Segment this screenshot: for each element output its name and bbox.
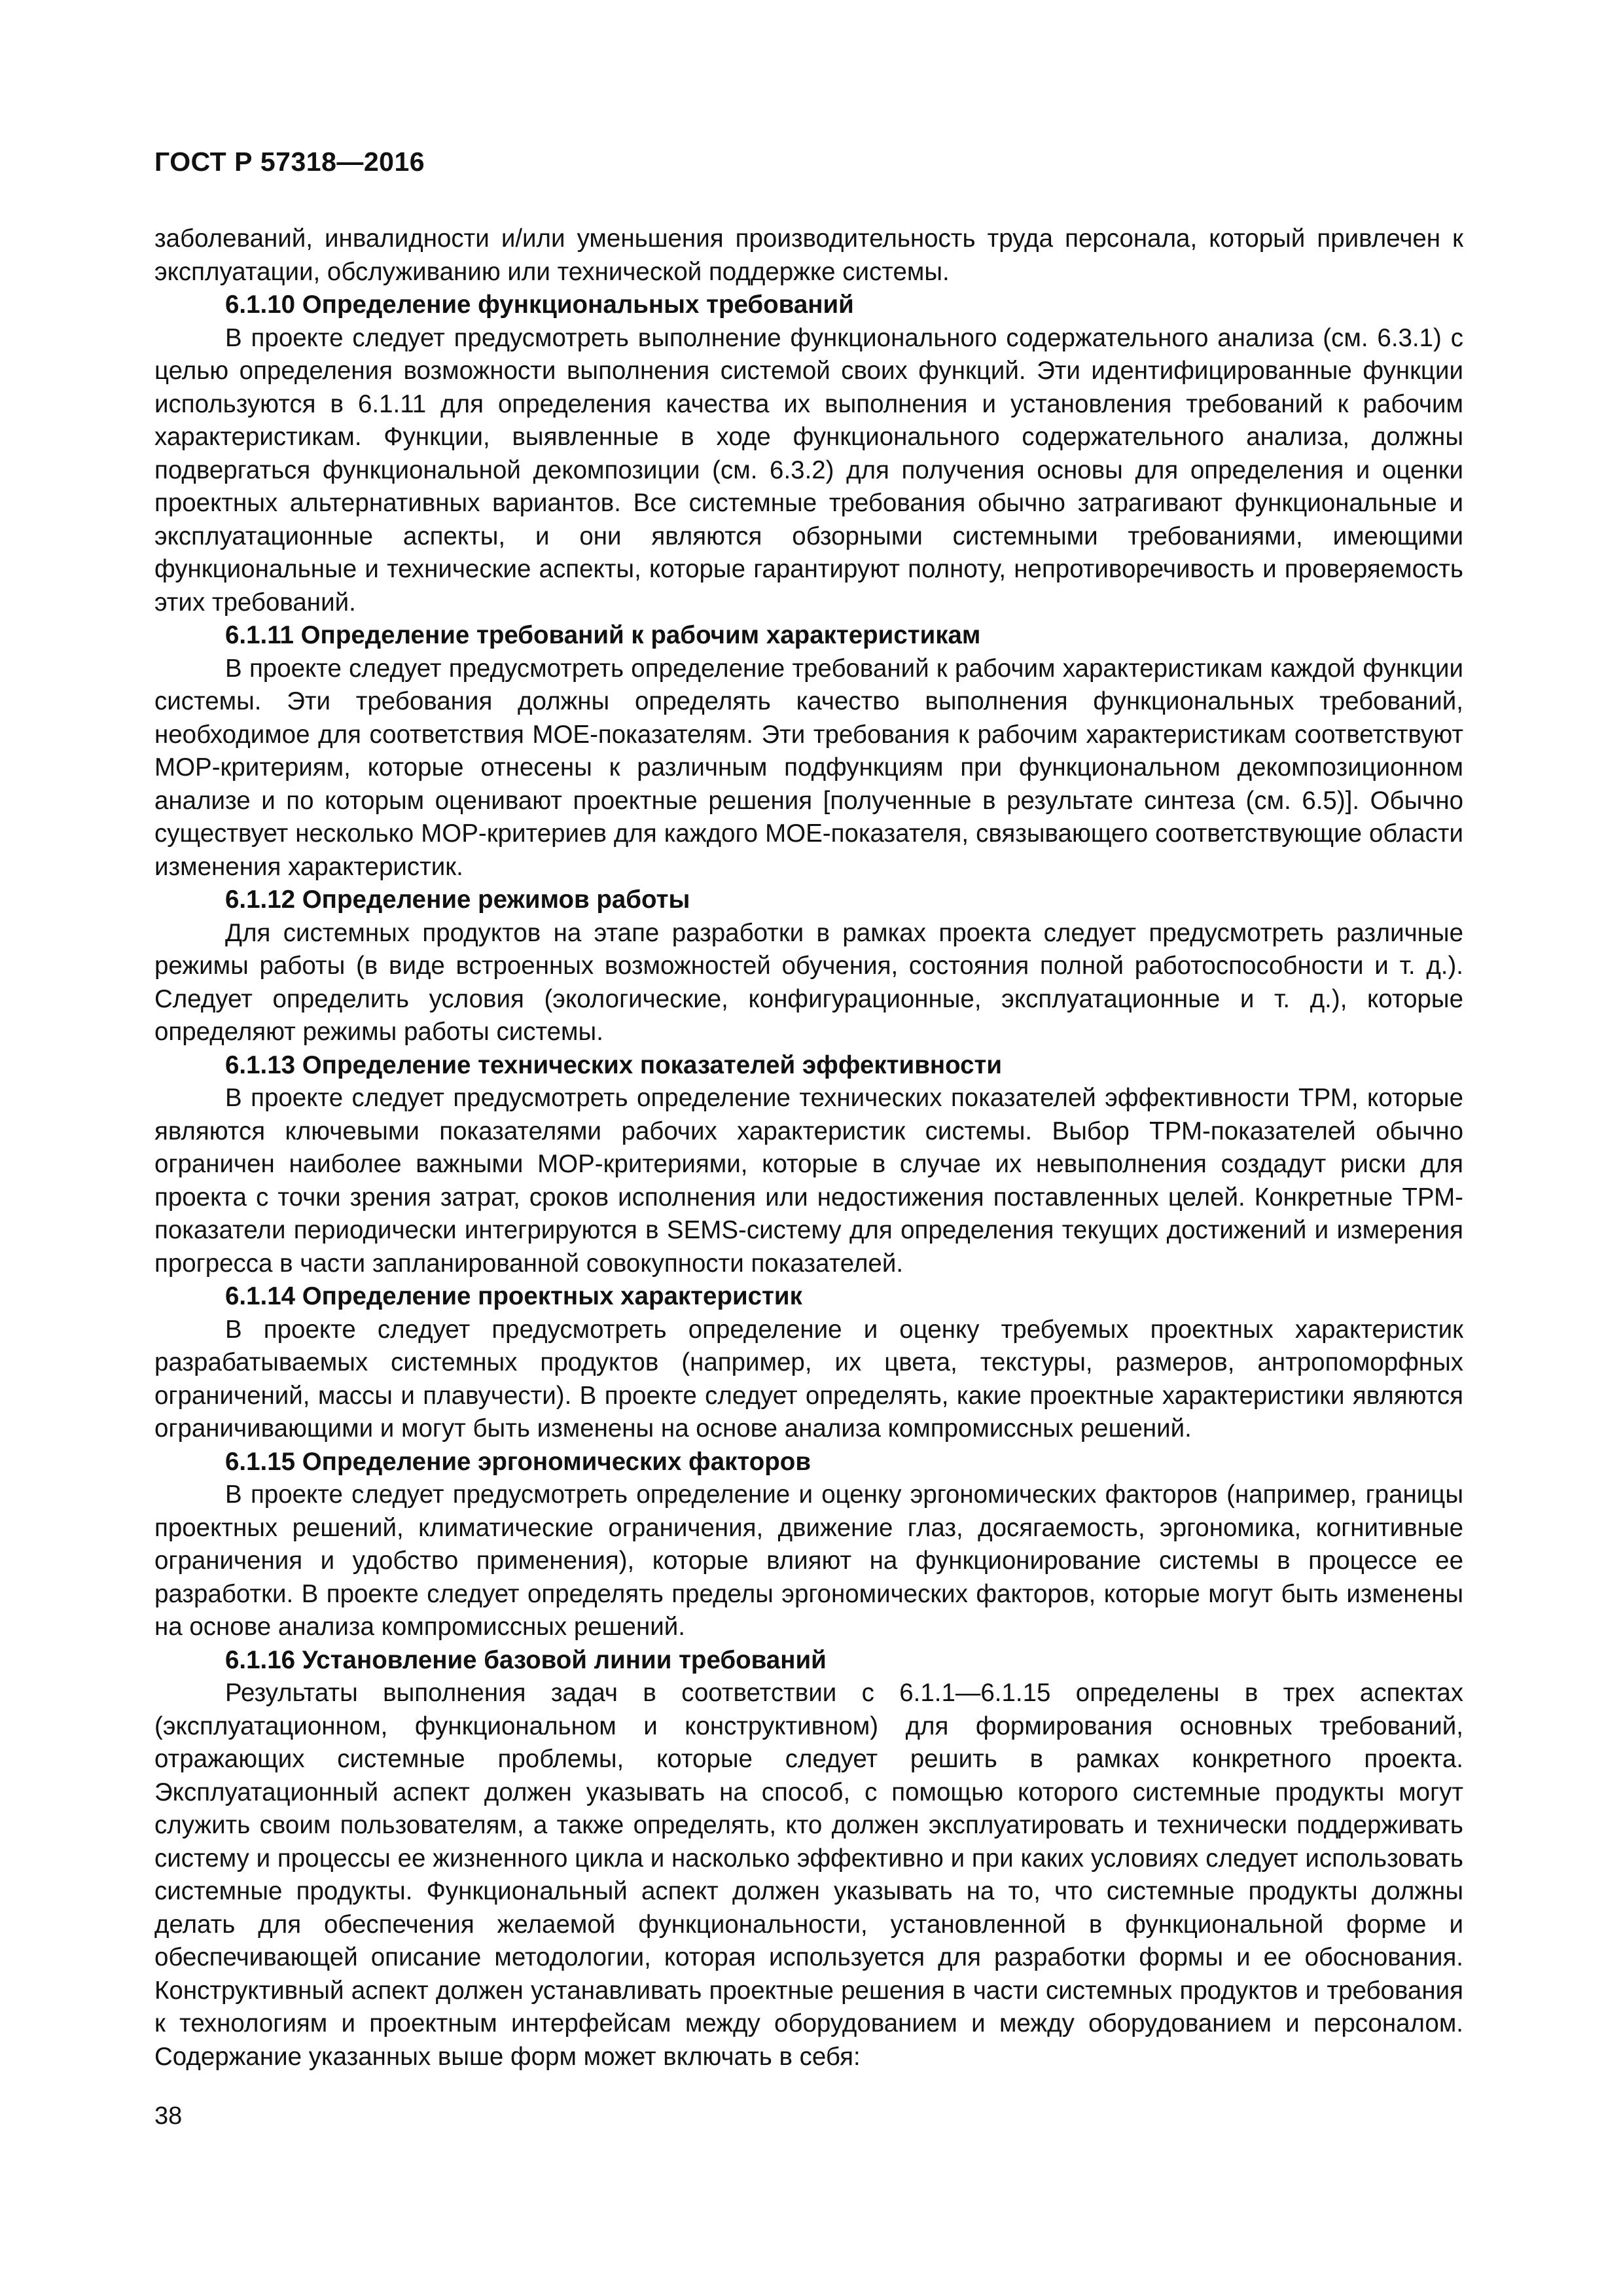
section-heading-6-1-13: 6.1.13 Определение технических показателей эффективности [225,1050,1003,1079]
page-number: 38 [154,2102,183,2130]
section-heading-6-1-16: 6.1.16 Установление базовой линии требований [225,1645,827,1674]
paragraph-6-1-14: В проекте следует предусмотреть определение и оценку требуемых проектных характеристик разрабатываемых системных продуктов (например, их цвета, текстуры, размеров, антропоморфных ограничений, массы и плавучести). В проекте следует определять, какие проектные характеристики являются ограничивающими и могут быть изменены на основе анализа компромиссных решений. [154,1315,1463,1443]
section-heading-6-1-11: 6.1.11 Определение требований к рабочим характеристикам [225,621,981,649]
section-heading-6-1-12: 6.1.12 Определение режимов работы [225,886,690,914]
standard-header: ГОСТ Р 57318—2016 [154,147,425,177]
paragraph-continuation: заболеваний, инвалидности и/или уменьшения производительность труда персонала, который привлечен к эксплуатации, обслуживанию или технической поддержке системы. [154,224,1463,286]
paragraph-6-1-15: В проекте следует предусмотреть определение и оценку эргономических факторов (например, границы проектных решений, климатические ограничения, движение глаз, досягаемость, эргономика, когнитивные ограничения и удобство применения), которые влияют на функционирование системы в процессе ее разработки. В проекте следует определять пределы эргономических факторов, которые могут быть изменены на основе анализа компромиссных решений. [154,1480,1463,1641]
paragraph-6-1-10: В проекте следует предусмотреть выполнение функционального содержательного анализа (см. 6.3.1) с целью определения возможности выполнения системой своих функций. Эти идентифицированные функции используются в 6.1.11 для определения качества их выполнения и установления требований к рабочим характеристикам. Функции, выявленные в ходе функционального содержательного анализа, должны подвергаться функциональной декомпозиции (см. 6.3.2) для получения основы для определения и оценки проектных альтернативных вариантов. Все системные требования обычно затрагивают функциональные и эксплуатационные аспекты, и они являются обзорными системными требованиями, имеющими функциональные и технические аспекты, которые гарантируют полноту, непротиворечивость и проверяемость этих требований. [154,323,1463,617]
document-body [154,223,1463,2073]
section-heading-6-1-14: 6.1.14 Определение проектных характеристик [225,1282,802,1310]
section-heading-6-1-15: 6.1.15 Определение эргономических факторов [225,1447,811,1476]
paragraph-6-1-12: Для системных продуктов на этапе разработки в рамках проекта следует предусмотреть различные режимы работы (в виде встроенных возможностей обучения, состояния полной работоспособности и т. д.). Следует определить условия (экологические, конфигурационные, эксплуатационные и т. д.), которые определяют режимы работы системы. [154,918,1463,1046]
paragraph-6-1-13: В проекте следует предусмотреть определение технических показателей эффективности ТРМ, которые являются ключевыми показателями рабочих характеристик системы. Выбор ТРМ-показателей обычно ограничен наиболее важными МОР-критериями, которые в случае их невыполнения создадут риски для проекта с точки зрения затрат, сроков исполнения или недостижения поставленных целей. Конкретные ТРМ-показатели периодически интегрируются в SEMS-систему для определения текущих достижений и измерения прогресса в части запланированной совокупности показателей. [154,1084,1463,1278]
section-heading-6-1-10: 6.1.10 Определение функциональных требований [225,291,854,319]
paragraph-6-1-16: Результаты выполнения задач в соответствии с 6.1.1—6.1.15 определены в трех аспектах (эксплуатационном, функциональном и конструктивном) для формирования основных требований, отражающих системные проблемы, которые следует решить в рамках конкретного проекта. Эксплуатационный аспект должен указывать на способ, с помощью которого системные продукты могут служить своим пользователям, а также определять, кто должен эксплуатировать и технически поддерживать систему и процессы ее жизненного цикла и насколько эффективно и при каких условиях следует использовать системные продукты. Функциональный аспект должен указывать на то, что системные продукты должны делать для обеспечения желаемой функциональности, установленной в функциональной форме и обеспечивающей описание методологии, которая используется для разработки формы и ее обоснования. Конструктивный аспект должен устанавливать проектные решения в части системных продуктов и требования к технологиям и проектным интерфейсам между оборудованием и между оборудованием и персоналом. Содержание указанных выше форм может включать в себя: [154,1679,1463,2071]
paragraph-6-1-11: В проекте следует предусмотреть определение требований к рабочим характеристикам каждой функции системы. Эти требования должны определять качество выполнения функциональных требований, необходимое для соответствия МОЕ-показателям. Эти требования к рабочим характеристикам соответствуют МОР-критериям, которые отнесены к различным подфункциям при функциональном декомпозиционном анализе и по которым оценивают проектные решения [полученные в результате синтеза (см. 6.5)]. Обычно существует несколько МОР-критериев для каждого МОЕ-показателя, связывающего соответствующие области изменения характеристик. [154,654,1463,881]
